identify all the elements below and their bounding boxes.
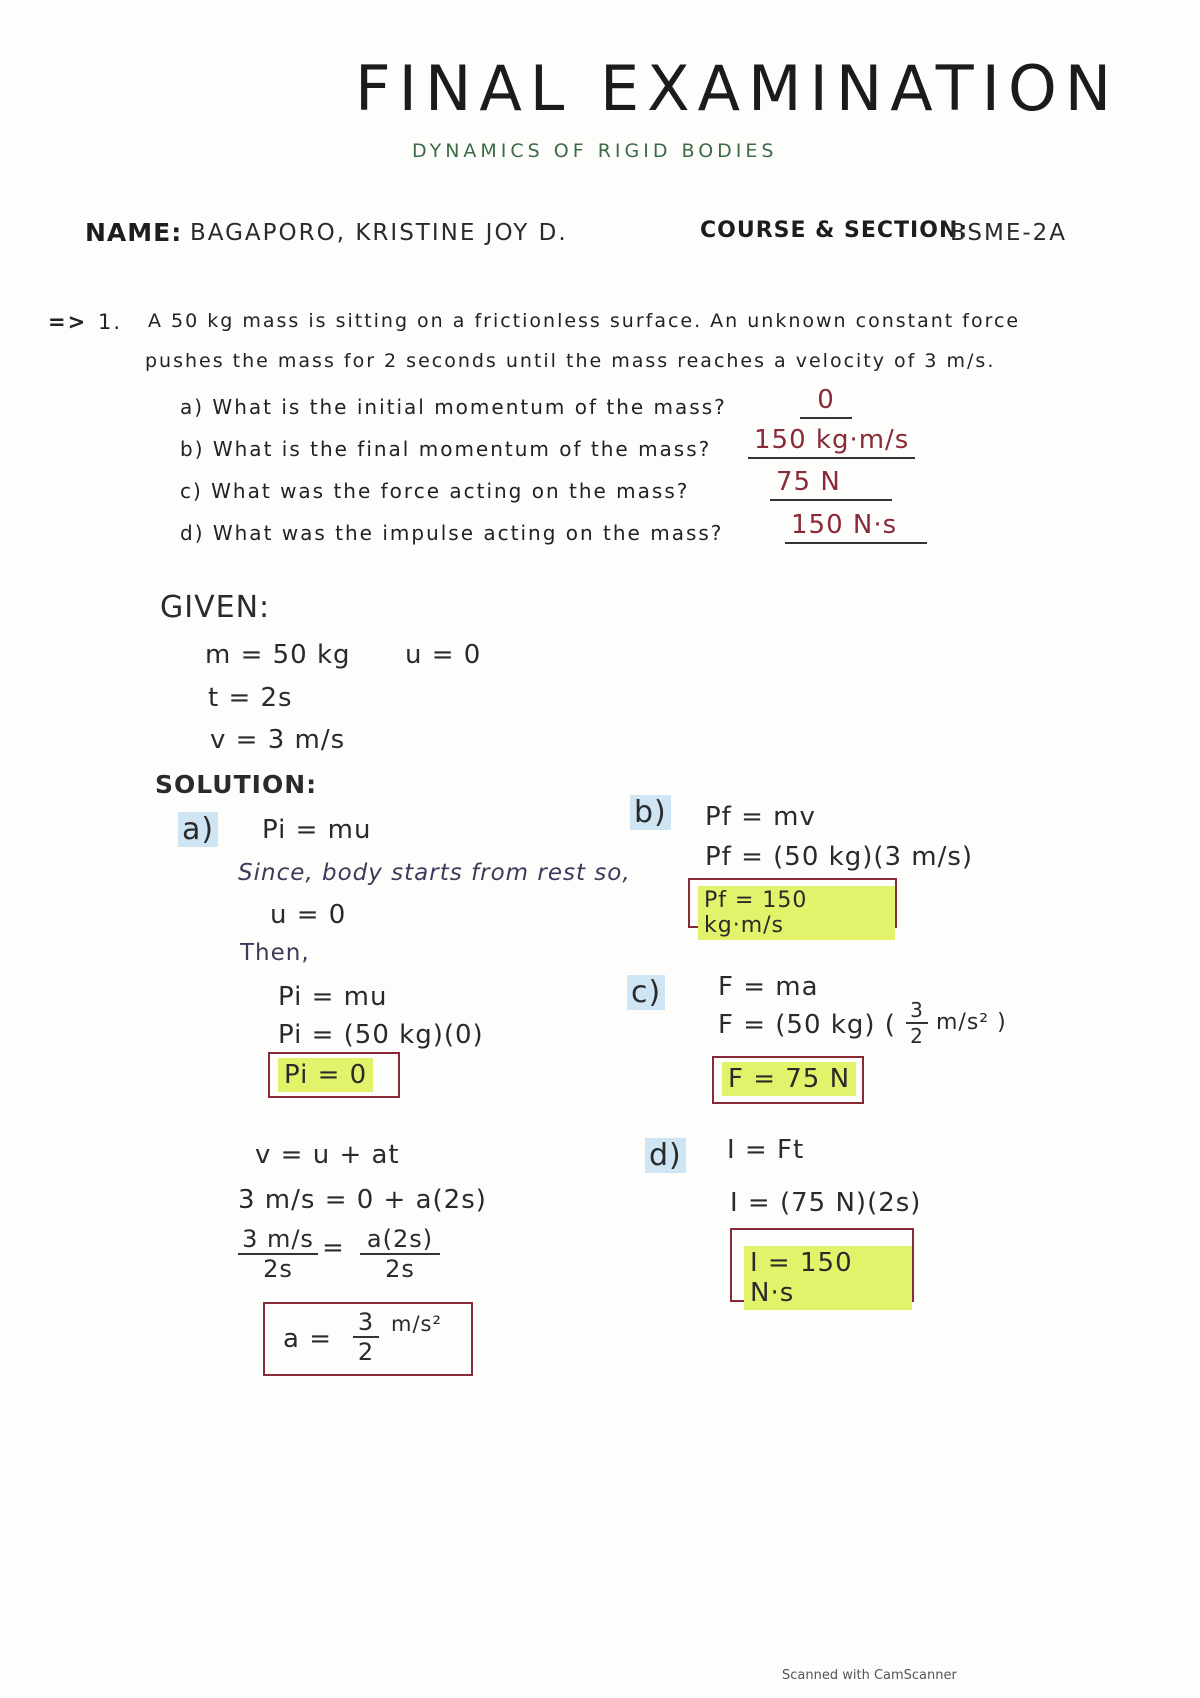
course-value: BSME-2A bbox=[950, 220, 1068, 246]
part-b-result-box bbox=[688, 878, 897, 938]
answer-b: 150 kg·m/s bbox=[748, 425, 915, 459]
solution-label: SOLUTION: bbox=[155, 770, 318, 799]
given-mass: m = 50 kg bbox=[205, 640, 351, 670]
accel-result-fraction bbox=[353, 1308, 379, 1366]
part-c-line-1: F = ma bbox=[718, 972, 819, 1002]
course-label: COURSE & SECTION: bbox=[700, 218, 969, 243]
accel-equals: = bbox=[322, 1233, 345, 1263]
accel-result-numerator: 3 bbox=[357, 1308, 375, 1336]
accel-fraction-right bbox=[360, 1225, 440, 1283]
accel-fraction-left-top: 3 m/s bbox=[242, 1225, 314, 1253]
accel-result-unit: m/s² bbox=[391, 1312, 442, 1336]
accel-result-label: a = bbox=[283, 1324, 332, 1354]
problem-line-1: A 50 kg mass is sitting on a frictionless surface. An unknown constant force bbox=[148, 310, 1021, 332]
question-d: d) What was the impulse acting on the mass? bbox=[180, 521, 724, 545]
accel-line-1: v = u + at bbox=[255, 1140, 400, 1170]
problem-line-2: pushes the mass for 2 seconds until the mass reaches a velocity of 3 m/s. bbox=[145, 350, 996, 372]
part-c-result: F = 75 N bbox=[722, 1062, 856, 1096]
accel-fraction-left-bottom: 2s bbox=[263, 1255, 293, 1283]
answer-c: 75 N bbox=[770, 467, 892, 501]
part-a-then: Then, bbox=[240, 940, 310, 966]
part-c-label: c) bbox=[627, 975, 665, 1010]
answer-a: 0 bbox=[800, 385, 852, 419]
accel-fraction-right-bottom: 2s bbox=[385, 1255, 415, 1283]
part-d-line-2: I = (75 N)(2s) bbox=[730, 1188, 922, 1218]
accel-fraction-left bbox=[238, 1225, 318, 1283]
part-c-result-box bbox=[712, 1056, 864, 1104]
accel-line-2: 3 m/s = 0 + a(2s) bbox=[238, 1185, 487, 1215]
part-a-line-1: Pi = mu bbox=[278, 982, 388, 1012]
part-b-line-2: Pf = (50 kg)(3 m/s) bbox=[705, 842, 974, 872]
problem-number: 1. bbox=[98, 310, 123, 334]
accel-result-denominator: 2 bbox=[357, 1338, 375, 1366]
given-velocity: v = 3 m/s bbox=[210, 725, 346, 755]
part-c-line-2-pre: F = (50 kg) ( bbox=[718, 1010, 896, 1040]
part-d-result-box bbox=[730, 1228, 914, 1308]
part-a-formula: Pi = mu bbox=[262, 815, 372, 845]
part-d-line-1: I = Ft bbox=[727, 1135, 805, 1165]
given-time: t = 2s bbox=[208, 683, 293, 713]
part-a-u: u = 0 bbox=[270, 900, 347, 930]
problem-arrow: => bbox=[48, 310, 88, 334]
part-b-line-1: Pf = mv bbox=[705, 802, 816, 832]
part-a-result: Pi = 0 bbox=[278, 1058, 373, 1092]
part-b-label: b) bbox=[630, 795, 671, 830]
part-a-result-box bbox=[268, 1052, 400, 1098]
name-label: NAME: bbox=[85, 218, 183, 247]
name-value: BAGAPORO, KRISTINE JOY D. bbox=[190, 220, 568, 246]
question-b: b) What is the final momentum of the mass? bbox=[180, 437, 712, 461]
page-title: FINAL EXAMINATION bbox=[355, 52, 1120, 125]
scanner-watermark: Scanned with CamScanner bbox=[782, 1668, 957, 1683]
part-d-result: I = 150 N·s bbox=[744, 1246, 912, 1310]
accel-result-box bbox=[263, 1302, 473, 1376]
part-a-note: Since, body starts from rest so, bbox=[238, 860, 631, 886]
part-a-label: a) bbox=[178, 812, 218, 847]
part-c-numerator: 3 bbox=[910, 998, 924, 1022]
part-a-line-2: Pi = (50 kg)(0) bbox=[278, 1020, 484, 1050]
given-initial-velocity: u = 0 bbox=[405, 640, 482, 670]
question-a: a) What is the initial momentum of the mass? bbox=[180, 395, 727, 419]
answer-d: 150 N·s bbox=[785, 510, 927, 544]
part-c-fraction bbox=[906, 998, 928, 1048]
page-subtitle: DYNAMICS OF RIGID BODIES bbox=[412, 140, 778, 162]
part-c-denominator: 2 bbox=[910, 1024, 924, 1048]
accel-fraction-right-top: a(2s) bbox=[366, 1225, 434, 1253]
part-b-result: Pf = 150 kg·m/s bbox=[698, 886, 895, 940]
part-d-label: d) bbox=[645, 1138, 686, 1173]
given-label: GIVEN: bbox=[160, 590, 271, 625]
question-c: c) What was the force acting on the mass? bbox=[180, 479, 690, 503]
part-c-line-2-post: m/s² ) bbox=[936, 1010, 1007, 1035]
